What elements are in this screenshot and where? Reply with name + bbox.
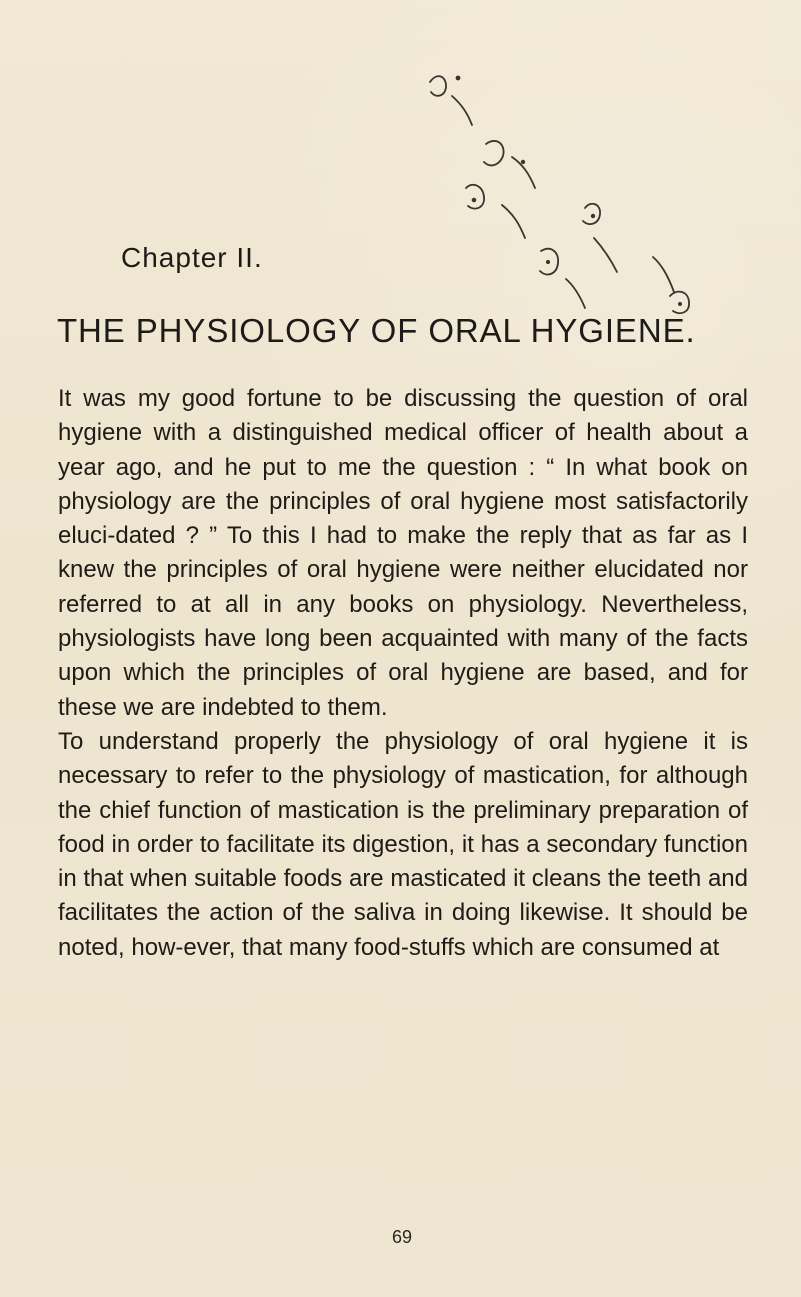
ornament-mark-4 xyxy=(512,157,535,188)
ornament-mark-12 xyxy=(670,292,689,314)
page-title: THE PHYSIOLOGY OF ORAL HYGIENE. xyxy=(57,312,696,349)
paragraph-1: It was my good fortune to be discussing the question of oral hygiene with a distinguished medical officer of health about a year ago, and he put to me the question : “ In what book on physiology are the principles of oral hygiene most satisfactorily eluci-dated ? ” To this I had to make the reply that as far as I knew the principles of oral hygiene were neither elucidated nor referred to at all in any books on physiology. Nevertheless, physiologists have long been acquainted with many of the facts upon which the principles of oral hygiene are based, and for these we are indebted to them. xyxy=(58,385,748,721)
ornament-dot-1 xyxy=(456,76,461,81)
ornament-mark-2 xyxy=(452,96,472,125)
ornament-dot-5 xyxy=(546,260,550,264)
ornament-mark-3 xyxy=(484,141,504,165)
page-number: 69 xyxy=(392,1227,413,1247)
ornament-mark-6 xyxy=(502,205,525,238)
body-text xyxy=(58,382,748,965)
ornament-mark-1 xyxy=(430,76,446,96)
decorative-ornament xyxy=(0,0,801,330)
ornament-mark-7 xyxy=(583,204,600,224)
ornament-dot-2 xyxy=(521,160,525,164)
ornament-dot-3 xyxy=(472,198,477,203)
chapter-heading: Chapter II. xyxy=(121,242,263,273)
ornament-dot-6 xyxy=(678,302,682,306)
ornament-mark-9 xyxy=(540,249,558,275)
ornament-mark-8 xyxy=(594,238,617,272)
ornament-mark-5 xyxy=(466,185,484,209)
ornament-mark-10 xyxy=(566,279,585,308)
ornament-dot-4 xyxy=(591,214,595,218)
ornament-mark-11 xyxy=(653,257,674,292)
paragraph-2: To understand properly the physiology of oral hygiene it is necessary to refer to the physiology of mastication, for although the chief function of mastication is the preliminary preparation of food in order to facilitate its digestion, it has a secondary function in that when suitable foods are masticated it cleans the teeth and facilitates the action of the saliva in doing likewise. It should be noted, how-ever, that many food-stuffs which are consumed at xyxy=(58,727,748,961)
